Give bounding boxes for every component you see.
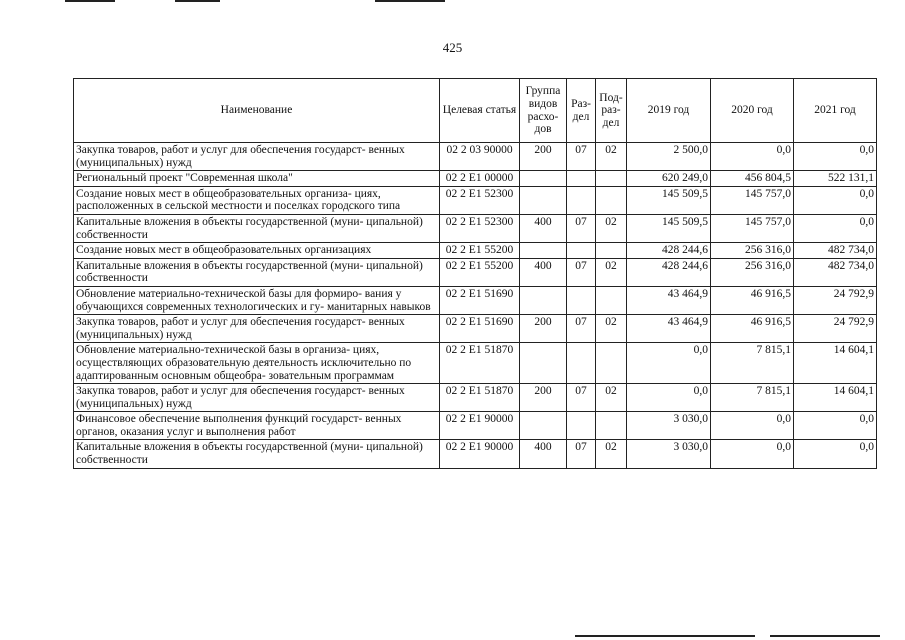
table-row [74, 258, 877, 286]
scan-artifact-line [770, 635, 880, 637]
table-row [74, 171, 877, 187]
row-subsection: 02 [596, 384, 627, 412]
row-2021-value: 0,0 [794, 186, 877, 214]
row-target-code: 02 2 E1 00000 [440, 171, 520, 187]
row-group [520, 186, 567, 214]
row-target-code: 02 2 E1 55200 [440, 258, 520, 286]
row-2019-value: 43 464,9 [627, 286, 711, 314]
row-2019-value: 43 464,9 [627, 315, 711, 343]
row-name: Закупка товаров, работ и услуг для обеспечения государст- венных (муниципальных) нужд [74, 384, 440, 412]
row-name: Капитальные вложения в объекты государственной (муни- ципальной) собственности [74, 214, 440, 242]
header-section: Раз- дел [567, 79, 596, 143]
table-row [74, 412, 877, 440]
row-target-code: 02 2 E1 51870 [440, 343, 520, 384]
row-group: 400 [520, 258, 567, 286]
table-row [74, 440, 877, 468]
row-subsection [596, 412, 627, 440]
row-target-code: 02 2 E1 90000 [440, 440, 520, 468]
header-2021: 2021 год [794, 79, 877, 143]
row-subsection [596, 343, 627, 384]
row-subsection: 02 [596, 214, 627, 242]
table-row [74, 315, 877, 343]
row-name: Капитальные вложения в объекты государственной (муни- ципальной) собственности [74, 258, 440, 286]
row-2021-value: 14 604,1 [794, 343, 877, 384]
row-2021-value: 0,0 [794, 143, 877, 171]
table-row [74, 186, 877, 214]
row-target-code: 02 2 E1 55200 [440, 243, 520, 259]
row-group: 400 [520, 214, 567, 242]
header-name: Наименование [74, 79, 440, 143]
row-section: 07 [567, 315, 596, 343]
row-name: Обновление материально-технической базы в организа- циях, осуществляющих образовательную деятельность исключительно по адаптированным основным общеобра- зовательным программам [74, 343, 440, 384]
budget-table [73, 78, 877, 469]
row-target-code: 02 2 E1 51690 [440, 286, 520, 314]
row-2021-value: 482 734,0 [794, 243, 877, 259]
row-2020-value: 46 916,5 [711, 286, 794, 314]
header-target: Целевая статья [440, 79, 520, 143]
row-name: Капитальные вложения в объекты государственной (муни- ципальной) собственности [74, 440, 440, 468]
row-group [520, 343, 567, 384]
row-section: 07 [567, 440, 596, 468]
row-subsection: 02 [596, 440, 627, 468]
row-name: Региональный проект "Современная школа" [74, 171, 440, 187]
row-name: Закупка товаров, работ и услуг для обеспечения государст- венных (муниципальных) нужд [74, 143, 440, 171]
row-2021-value: 482 734,0 [794, 258, 877, 286]
row-group: 400 [520, 440, 567, 468]
row-section: 07 [567, 143, 596, 171]
row-2020-value: 46 916,5 [711, 315, 794, 343]
row-2020-value: 0,0 [711, 440, 794, 468]
row-subsection [596, 286, 627, 314]
scan-artifact-line [375, 0, 445, 2]
row-name: Создание новых мест в общеобразовательных организа- циях, расположенных в сельской местности и поселках городского типа [74, 186, 440, 214]
row-target-code: 02 2 E1 52300 [440, 214, 520, 242]
row-2019-value: 3 030,0 [627, 440, 711, 468]
table-row [74, 243, 877, 259]
row-2020-value: 0,0 [711, 143, 794, 171]
row-2019-value: 145 509,5 [627, 214, 711, 242]
row-2019-value: 145 509,5 [627, 186, 711, 214]
row-group [520, 286, 567, 314]
scan-artifact-line [65, 0, 115, 2]
table-row [74, 214, 877, 242]
row-2021-value: 0,0 [794, 214, 877, 242]
row-2020-value: 145 757,0 [711, 214, 794, 242]
row-target-code: 02 2 03 90000 [440, 143, 520, 171]
row-section [567, 186, 596, 214]
page-number: 425 [442, 40, 463, 55]
row-name: Создание новых мест в общеобразовательных организациях [74, 243, 440, 259]
row-name: Закупка товаров, работ и услуг для обеспечения государст- венных (муниципальных) нужд [74, 315, 440, 343]
row-target-code: 02 2 E1 51870 [440, 384, 520, 412]
row-section [567, 286, 596, 314]
row-subsection [596, 171, 627, 187]
row-2021-value: 24 792,9 [794, 286, 877, 314]
row-subsection [596, 186, 627, 214]
row-2019-value: 428 244,6 [627, 258, 711, 286]
row-2019-value: 0,0 [627, 384, 711, 412]
row-2020-value: 0,0 [711, 412, 794, 440]
table-row [74, 343, 877, 384]
row-2020-value: 256 316,0 [711, 243, 794, 259]
row-target-code: 02 2 E1 51690 [440, 315, 520, 343]
row-subsection: 02 [596, 143, 627, 171]
header-group: Группа видов расхо- дов [520, 79, 567, 143]
row-2019-value: 3 030,0 [627, 412, 711, 440]
row-2021-value: 14 604,1 [794, 384, 877, 412]
row-2021-value: 0,0 [794, 440, 877, 468]
row-section: 07 [567, 384, 596, 412]
row-2019-value: 428 244,6 [627, 243, 711, 259]
row-2020-value: 145 757,0 [711, 186, 794, 214]
row-name: Финансовое обеспечение выполнения функций государст- венных органов, оказания услуг и выполнения работ [74, 412, 440, 440]
row-2019-value: 620 249,0 [627, 171, 711, 187]
row-2019-value: 0,0 [627, 343, 711, 384]
row-2021-value: 522 131,1 [794, 171, 877, 187]
table-row [74, 143, 877, 171]
row-section [567, 243, 596, 259]
row-group: 200 [520, 315, 567, 343]
row-group: 200 [520, 384, 567, 412]
row-section [567, 343, 596, 384]
row-subsection: 02 [596, 258, 627, 286]
scan-artifact-line [575, 635, 755, 637]
row-section: 07 [567, 258, 596, 286]
row-section: 07 [567, 214, 596, 242]
row-group: 200 [520, 143, 567, 171]
row-2020-value: 7 815,1 [711, 343, 794, 384]
row-2020-value: 456 804,5 [711, 171, 794, 187]
row-2020-value: 256 316,0 [711, 258, 794, 286]
row-group [520, 243, 567, 259]
table-row [74, 286, 877, 314]
row-section [567, 171, 596, 187]
header-2020: 2020 год [711, 79, 794, 143]
row-group [520, 412, 567, 440]
row-subsection [596, 243, 627, 259]
row-2019-value: 2 500,0 [627, 143, 711, 171]
row-target-code: 02 2 E1 90000 [440, 412, 520, 440]
row-2021-value: 0,0 [794, 412, 877, 440]
row-2021-value: 24 792,9 [794, 315, 877, 343]
row-subsection: 02 [596, 315, 627, 343]
row-target-code: 02 2 E1 52300 [440, 186, 520, 214]
header-subsection: Под- раз- дел [596, 79, 627, 143]
table-header-row [74, 79, 877, 143]
row-2020-value: 7 815,1 [711, 384, 794, 412]
table-row [74, 384, 877, 412]
row-name: Обновление материально-технической базы для формиро- вания у обучающихся современных технологических и гу- манитарных навыков [74, 286, 440, 314]
scan-artifact-line [175, 0, 220, 2]
row-group [520, 171, 567, 187]
header-2019: 2019 год [627, 79, 711, 143]
row-section [567, 412, 596, 440]
